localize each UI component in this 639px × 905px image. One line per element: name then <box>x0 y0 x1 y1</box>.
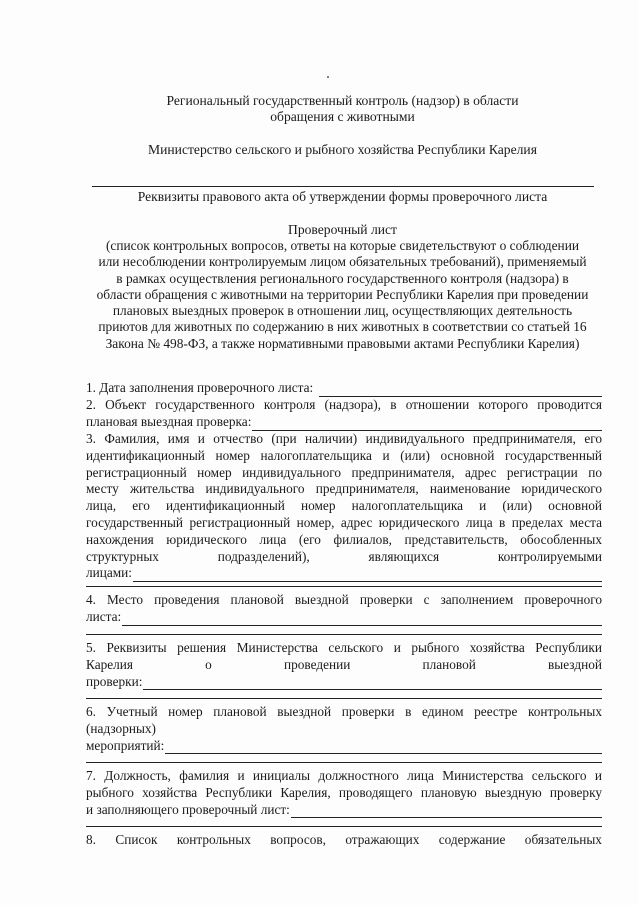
item-8-word: вопросов, <box>270 832 326 847</box>
item-2-line-1: 2. Объект государственного контроля (надзора), в отношении которого проводится <box>86 397 602 412</box>
item-3-spread-line <box>86 549 602 566</box>
item-5-word: плановой <box>422 656 476 672</box>
item-3-word: контролируемыми <box>497 548 602 564</box>
subtitle-line: области обращения с животными на территории Республики Карелия при проведении <box>96 286 589 302</box>
item-6-registry-number <box>86 704 602 754</box>
subtitle-line: или несоблюдении контролируемым лицом обязательных требований), применяемый <box>98 254 587 270</box>
item-6-row <box>86 738 602 755</box>
item-7-official <box>86 768 602 818</box>
item-7-extra-blank-line <box>86 826 602 827</box>
item-5-spread-line <box>86 657 602 674</box>
item-6-blank-line <box>165 741 602 754</box>
checklist-subtitle <box>70 238 615 352</box>
item-3-line: лица, его идентификационный номер налогоплательщика и (или) основной <box>86 498 602 514</box>
item-7-row <box>86 802 602 819</box>
item-7-blank-line <box>291 805 602 818</box>
item-3-extra-blank-line <box>86 586 602 587</box>
control-type-heading <box>70 93 615 125</box>
item-5-ministry-decision <box>86 640 602 690</box>
subtitle-line: Закона № 498-ФЗ, а также нормативными правовыми актами Республики Карелия) <box>105 335 580 351</box>
item-7-line-1: 7. Должность, фамилия и инициалы должностного лица Министерства сельского и <box>86 768 602 783</box>
item-3-line: регистрационный номер индивидуального предпринимателя, адрес регистрации по <box>86 464 602 480</box>
item-4-inspection-place <box>86 592 602 626</box>
checklist-title: Проверочный лист <box>288 222 397 237</box>
item-1-label: 1. Дата заполнения проверочного листа: <box>86 380 314 395</box>
item-5-word: проведении <box>283 656 351 672</box>
item-3-label: лицами: <box>86 565 132 581</box>
item-1-row <box>86 380 602 397</box>
item-5-word: Карелия <box>86 656 134 672</box>
item-8-question-list <box>86 832 602 849</box>
subtitle-line: в рамках осуществления регионального государственного контроля (надзора) в <box>116 270 569 286</box>
item-3-word: подразделений), <box>217 548 310 564</box>
item-3-blank-line <box>133 569 602 582</box>
legal-act-caption: Реквизиты правового акта об утверждении формы проверочного листа <box>137 189 548 204</box>
item-7-line-2: рыбного хозяйства Республики Карелия, проводящего плановую выездную проверку <box>86 784 602 800</box>
item-3-line: нахождения юридического лица (его филиалов, представительств, обособленных <box>86 531 602 547</box>
item-1-fill-date <box>86 380 602 397</box>
item-4-label: листа: <box>86 608 122 624</box>
item-8-spread-line <box>86 832 602 849</box>
subtitle-line: плановых выездных проверок в отношении лиц, осуществляющих деятельность <box>112 303 573 319</box>
item-2-blank-line <box>252 418 602 431</box>
item-4-blank-line <box>122 613 602 626</box>
item-8-word: контрольных <box>176 832 251 847</box>
item-6-line-1: 6. Учетный номер плановой выездной проверки в едином реестре контрольных <box>86 704 602 719</box>
legal-act-underline <box>92 186 594 187</box>
item-3-line: 3. Фамилия, имя и отчество (при наличии) индивидуального предпринимателя, его <box>86 431 602 446</box>
item-3-line: идентификационный номер налогоплательщика и (или) основной государственный <box>86 447 602 463</box>
item-4-row <box>86 609 602 626</box>
item-4-extra-blank-line <box>86 634 602 635</box>
item-5-word: выездной <box>548 656 602 672</box>
item-8-word: Список <box>115 832 158 847</box>
item-1-blank-line <box>319 384 602 397</box>
item-3-word: структурных <box>86 548 159 564</box>
subtitle-line: приютов для животных по содержанию в них животных в соответствии со статьей 16 <box>98 319 587 335</box>
item-8-word: 8. <box>86 832 96 847</box>
item-6-line-2: (надзорных) <box>86 720 156 736</box>
item-7-label: и заполняющего проверочный лист: <box>86 801 290 817</box>
item-3-word: являющихся <box>368 548 440 564</box>
item-5-extra-blank-line <box>86 698 602 699</box>
item-6-label: мероприятий: <box>86 737 165 753</box>
item-5-row <box>86 674 602 691</box>
item-2-control-object <box>86 397 602 431</box>
scan-speck <box>327 76 329 78</box>
item-8-word: обязательных <box>524 832 602 847</box>
item-4-line-1: 4. Место проведения плановой выездной проверки с заполнением проверочного <box>86 592 602 607</box>
control-type-line-2: обращения с животными <box>270 109 415 124</box>
item-8-word: содержание <box>438 832 506 847</box>
item-2-row <box>86 414 602 431</box>
item-2-label: плановая выездная проверка: <box>86 413 252 429</box>
item-5-label: проверки: <box>86 673 143 689</box>
item-3-row <box>86 565 602 582</box>
subtitle-line: (список контрольных вопросов, ответы на которые свидетельствуют о соблюдении <box>105 238 580 253</box>
item-5-word: о <box>205 656 212 672</box>
item-8-word: отражающих <box>345 832 420 847</box>
item-6-extra-blank-line <box>86 762 602 763</box>
item-3-line: месту жительства индивидуального предпринимателя, наименование юридического <box>86 481 602 497</box>
item-3-line: государственный регистрационный номер, адрес юридического лица в пределах места <box>86 514 602 530</box>
control-type-line-1: Региональный государственный контроль (надзор) в области <box>166 93 519 108</box>
item-5-line-1: 5. Реквизиты решения Министерства сельского и рыбного хозяйства Республики <box>86 640 602 655</box>
item-5-blank-line <box>143 677 602 690</box>
ministry-name: Министерство сельского и рыбного хозяйства Республики Карелия <box>148 142 537 157</box>
item-3-controlled-person <box>86 431 602 582</box>
